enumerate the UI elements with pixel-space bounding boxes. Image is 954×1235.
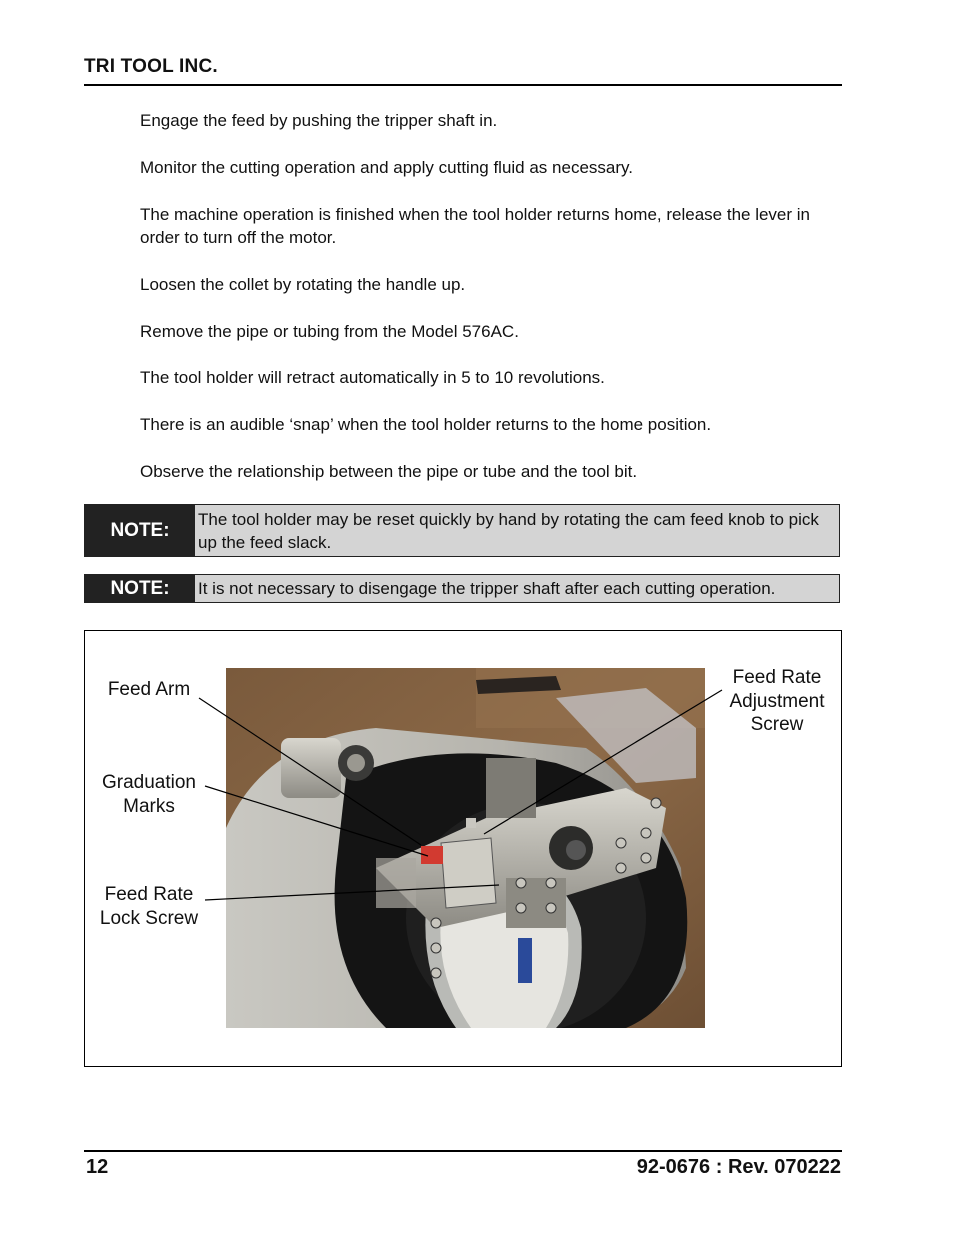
callout-graduation-marks [92, 771, 206, 818]
callout-line: Graduation [101, 772, 196, 793]
note-label: NOTE: [85, 575, 195, 602]
callout-line: Feed Rate [732, 667, 822, 688]
step-retract: The tool holder will retract automatically in 5 to 10 revolutions. [140, 368, 605, 387]
callout-line: Adjustment [729, 690, 825, 712]
step-loosen-collet: Loosen the collet by rotating the handle up. [140, 275, 466, 294]
document-revision: 92-0676 : Rev. 070222 [636, 1156, 841, 1178]
callout-line: Feed Rate [104, 884, 194, 905]
note-label: NOTE: [85, 505, 195, 556]
company-header: TRI TOOL INC. [84, 56, 218, 77]
step-audible-snap: There is an audible ‘snap’ when the tool holder returns to the home position. [140, 415, 712, 434]
step-remove-pipe: Remove the pipe or tubing from the Model 576AC. [140, 322, 519, 341]
step-operation-finished: The machine operation is finished when the tool holder returns home, release the lever in order to turn off the motor. [140, 205, 810, 247]
callout-line: Marks [123, 795, 175, 817]
note-text: It is not necessary to disengage the tripper shaft after each cutting operation. [198, 579, 776, 598]
step-observe: Observe the relationship between the pipe or tube and the tool bit. [140, 462, 638, 481]
callout-line: Lock Screw [99, 907, 199, 929]
step-monitor-cutting: Monitor the cutting operation and apply cutting fluid as necessary. [140, 158, 633, 177]
callout-feed-arm: Feed Arm [107, 679, 191, 700]
callout-feed-rate-lock-screw [92, 883, 206, 930]
step-engage-feed: Engage the feed by pushing the tripper shaft in. [140, 111, 498, 130]
page-number: 12 [86, 1156, 109, 1178]
callout-line: Screw [750, 714, 804, 735]
footer-rule [84, 1150, 842, 1152]
callout-feed-rate-adjustment-screw [718, 666, 836, 737]
note-text: The tool holder may be reset quickly by hand by rotating the cam feed knob to pick up the feed slack. [198, 510, 819, 552]
